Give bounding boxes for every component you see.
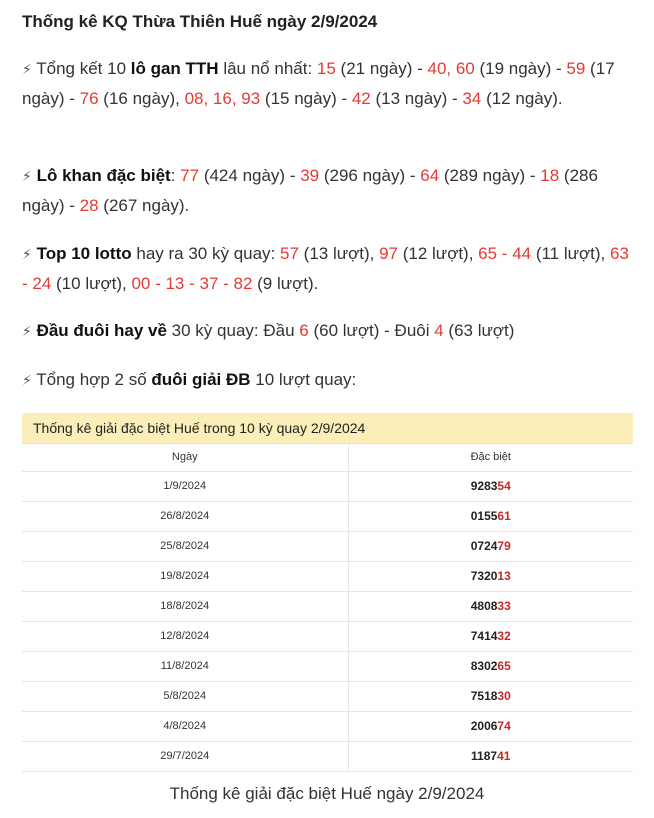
prize-tail-digits: 54 xyxy=(497,479,511,493)
prize-tail-digits: 32 xyxy=(497,629,511,643)
text: (21 ngày) - xyxy=(335,59,428,78)
special-prize-cell xyxy=(348,531,633,561)
prize-tail-digits: 79 xyxy=(497,539,511,553)
text: (11 lượt), xyxy=(531,244,610,263)
text: (15 ngày) - xyxy=(260,89,352,108)
special-prize-cell xyxy=(348,561,633,591)
lightning-icon: ⚡ xyxy=(22,372,32,388)
table-row xyxy=(22,711,633,741)
number: 63 - 24 xyxy=(22,244,629,293)
lightning-icon: ⚡ xyxy=(22,168,32,184)
number: 15 xyxy=(316,59,336,78)
prize-head-digits: 7320 xyxy=(470,569,498,583)
text: (16 ngày), xyxy=(98,89,185,108)
number: 18 xyxy=(540,166,560,185)
lightning-icon: ⚡ xyxy=(22,246,32,262)
page-title: Thống kê KQ Thừa Thiên Huế ngày 2/9/2024 xyxy=(22,12,378,31)
number: 42 xyxy=(351,89,371,108)
date-cell: 11/8/2024 xyxy=(22,651,348,681)
prize-tail-digits: 30 xyxy=(497,689,511,703)
keyword: Đầu đuôi hay về xyxy=(36,321,167,340)
number: 6 xyxy=(299,321,309,340)
table-row xyxy=(22,561,633,591)
text: (19 ngày) - xyxy=(474,59,567,78)
text: Tổng kết 10 xyxy=(31,59,131,78)
special-prize-cell xyxy=(348,501,633,531)
text: 30 kỳ quay: Đầu xyxy=(166,321,300,340)
text: (60 lượt) - Đuôi xyxy=(308,321,435,340)
text: (63 lượt) xyxy=(443,321,515,340)
number: 00 - 13 - 37 - 82 xyxy=(131,274,253,293)
date-cell: 18/8/2024 xyxy=(22,591,348,621)
text: 10 lượt quay: xyxy=(250,370,357,389)
table-row xyxy=(22,471,633,501)
text: (17 ngày) - xyxy=(22,59,615,108)
special-prize-cell xyxy=(348,711,633,741)
text: : xyxy=(170,166,181,185)
prize-tail-digits: 41 xyxy=(497,749,511,763)
text: (12 ngày). xyxy=(481,89,563,108)
date-cell: 4/8/2024 xyxy=(22,711,348,741)
text: (267 ngày). xyxy=(98,196,190,215)
number: 77 xyxy=(180,166,200,185)
prize-tail-digits: 33 xyxy=(497,599,511,613)
table-row xyxy=(22,681,633,711)
text: hay ra 30 kỳ quay: xyxy=(131,244,281,263)
table-row xyxy=(22,501,633,531)
table-header-row xyxy=(22,444,633,471)
column-header-date: Ngày xyxy=(22,444,348,471)
special-prize-table xyxy=(22,413,633,772)
date-cell: 29/7/2024 xyxy=(22,741,348,771)
prize-tail-digits: 13 xyxy=(497,569,511,583)
date-cell: 19/8/2024 xyxy=(22,561,348,591)
prize-head-digits: 8302 xyxy=(470,659,498,673)
number: 39 xyxy=(300,166,320,185)
lightning-icon: ⚡ xyxy=(22,61,32,77)
date-cell: 12/8/2024 xyxy=(22,621,348,651)
lo-gan-summary xyxy=(22,54,638,114)
lightning-icon: ⚡ xyxy=(22,323,32,339)
prize-head-digits: 1187 xyxy=(471,749,498,763)
table-row xyxy=(22,531,633,561)
text: (13 ngày) - xyxy=(370,89,463,108)
prize-head-digits: 2006 xyxy=(470,719,498,733)
prize-head-digits: 0155 xyxy=(470,509,498,523)
number: 65 - 44 xyxy=(478,244,532,263)
table-row xyxy=(22,651,633,681)
number: 34 xyxy=(462,89,482,108)
keyword: đuôi giải ĐB xyxy=(151,370,251,389)
special-prize-cell xyxy=(348,621,633,651)
special-prize-cell xyxy=(348,651,633,681)
text: (12 lượt), xyxy=(398,244,479,263)
number: 4 xyxy=(434,321,444,340)
text: (9 lượt). xyxy=(252,274,319,293)
prize-head-digits: 9283 xyxy=(470,479,498,493)
number: 64 xyxy=(420,166,440,185)
keyword: lô gan TTH xyxy=(130,59,219,78)
text: (286 ngày) - xyxy=(22,166,598,215)
top-lotto-summary xyxy=(22,239,638,299)
number: 97 xyxy=(379,244,399,263)
number: 40, 60 xyxy=(427,59,475,78)
keyword: Lô khan đặc biệt xyxy=(36,166,171,185)
date-cell: 25/8/2024 xyxy=(22,531,348,561)
prize-tail-digits: 65 xyxy=(497,659,511,673)
text: (289 ngày) - xyxy=(439,166,541,185)
prize-tail-digits: 74 xyxy=(497,719,511,733)
table-row xyxy=(22,591,633,621)
text: (424 ngày) - xyxy=(199,166,301,185)
number: 59 xyxy=(566,59,586,78)
text: (13 lượt), xyxy=(298,244,380,263)
special-prize-cell xyxy=(348,591,633,621)
duoi-db-intro xyxy=(22,365,638,395)
special-prize-cell xyxy=(348,471,633,501)
prize-head-digits: 4808 xyxy=(470,599,498,613)
special-prize-cell xyxy=(348,681,633,711)
lo-khan-summary xyxy=(22,161,638,221)
special-prize-cell xyxy=(348,741,633,771)
table-row xyxy=(22,741,633,771)
date-cell: 1/9/2024 xyxy=(22,471,348,501)
table-heading: Thống kê giải đặc biệt Huế trong 10 kỳ quay 2/9/2024 xyxy=(22,413,633,444)
prize-tail-digits: 61 xyxy=(497,509,511,523)
number: 76 xyxy=(79,89,99,108)
prize-head-digits: 0724 xyxy=(470,539,498,553)
table-row xyxy=(22,621,633,651)
text: Tổng hợp 2 số xyxy=(31,370,152,389)
number: 57 xyxy=(280,244,299,263)
image-caption: Thống kê giải đặc biệt Huế ngày 2/9/2024 xyxy=(169,784,485,803)
keyword: Top 10 lotto xyxy=(36,244,132,263)
column-header-special: Đặc biệt xyxy=(348,444,633,471)
date-cell: 26/8/2024 xyxy=(22,501,348,531)
dau-duoi-summary xyxy=(22,316,638,346)
prize-head-digits: 7518 xyxy=(470,689,498,703)
text: (296 ngày) - xyxy=(319,166,421,185)
text: (10 lượt), xyxy=(51,274,132,293)
number: 28 xyxy=(79,196,99,215)
text: lâu nổ nhất: xyxy=(218,59,317,78)
date-cell: 5/8/2024 xyxy=(22,681,348,711)
prize-head-digits: 7414 xyxy=(470,629,498,643)
number: 08, 16, 93 xyxy=(184,89,261,108)
